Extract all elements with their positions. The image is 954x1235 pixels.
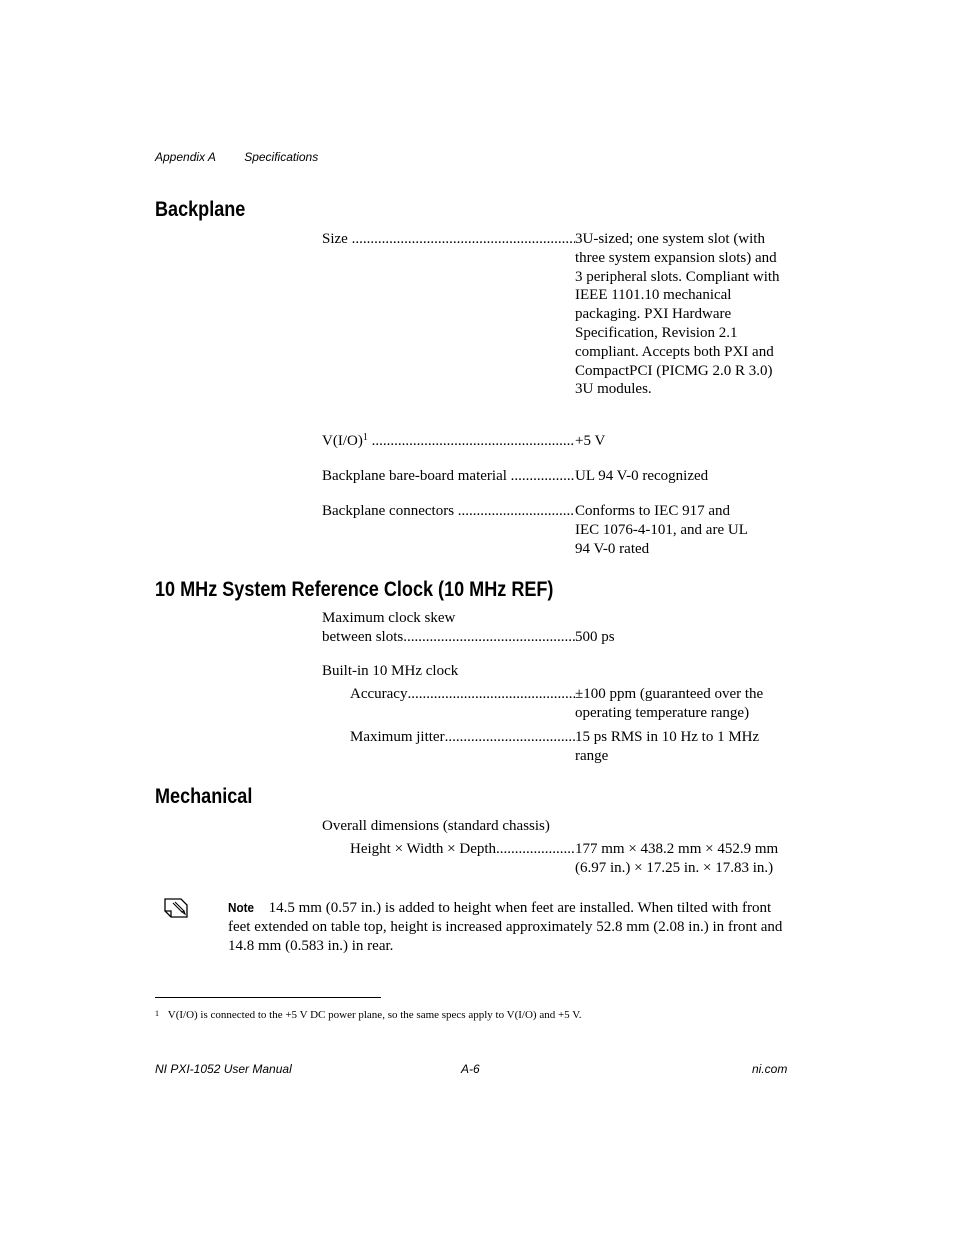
footnote-text: V(I/O) is connected to the +5 V DC power plane, so the same specs apply to V(I/O) and +5 V. — [167, 1009, 582, 1021]
spec-label: Accuracy — [350, 686, 408, 702]
spec-overall — [322, 817, 792, 836]
spec-label: between slots — [322, 628, 404, 645]
spec-value: 500 ps — [575, 628, 615, 645]
section-title-clock: 10 MHz System Reference Clock (10 MHz REF) — [155, 578, 554, 601]
header-section: Specifications — [244, 150, 319, 164]
spec-dims — [322, 840, 820, 878]
spec-label: Backplane connectors — [322, 503, 455, 519]
spec-vio — [322, 432, 792, 451]
spec-material — [322, 467, 792, 486]
spec-builtin-clock — [322, 662, 792, 681]
section-title-mechanical: Mechanical — [155, 785, 253, 808]
note-block — [228, 899, 788, 955]
spec-value: ±100 ppm (guaranteed over the operating temperature range) — [575, 686, 764, 721]
footnote — [155, 1009, 581, 1021]
spec-connectors — [322, 502, 792, 558]
spec-label: Maximum jitter — [350, 729, 445, 745]
spec-value: 177 mm × 438.2 mm × 452.9 mm (6.97 in.) × 17.25 in. × 17.83 in.) — [575, 841, 779, 876]
note-label: Note — [228, 900, 255, 915]
footnote-ref[interactable]: 1 — [362, 432, 368, 443]
spec-jitter — [322, 728, 820, 766]
spec-value: +5 V — [575, 433, 606, 449]
spec-label: Built-in 10 MHz clock — [322, 663, 459, 679]
spec-label: V(I/O) — [322, 433, 363, 449]
spec-value: 15 ps RMS in 10 Hz to 1 MHz range — [575, 729, 760, 764]
note-icon — [162, 895, 190, 923]
spec-label: Backplane bare-board material — [322, 468, 507, 484]
footnote-divider — [155, 997, 381, 998]
note-text: 14.5 mm (0.57 in.) is added to height when feet are installed. When tilted with front feet extended on table top, height is increased approximately 52.8 mm (2.08 in.) in front and 14.8 mm (0.583 in.) in rear. — [228, 900, 783, 954]
section-title-backplane: Backplane — [155, 198, 246, 221]
spec-label: Maximum clock skew — [322, 610, 456, 626]
spec-size — [322, 230, 792, 399]
spec-label: Height × Width × Depth — [350, 841, 497, 857]
footer-manual: NI PXI-1052 User Manual — [155, 1062, 292, 1076]
running-header — [155, 150, 318, 164]
spec-label: Size — [322, 231, 348, 247]
spec-value: Conforms to IEC 917 and IEC 1076-4-101, and are UL 94 V-0 rated — [575, 503, 748, 557]
spec-skew — [322, 609, 792, 647]
footer-page-number: A-6 — [461, 1062, 480, 1076]
spec-value: 3U-sized; one system slot (with three system expansion slots) and 3 peripheral slots. Compliant with IEEE 1101.10 mechanical packaging. PXI Hardware Specification, Revision 2.1 compliant. Accepts both PXI and CompactPCI (PICMG 2.0 R 3.0) 3U modules. — [575, 231, 780, 398]
header-appendix: Appendix A — [155, 150, 216, 164]
spec-value: UL 94 V-0 recognized — [575, 468, 709, 484]
footnote-number: 1 — [155, 1009, 159, 1018]
footer-site-link[interactable]: ni.com — [752, 1062, 788, 1076]
spec-accuracy — [322, 685, 820, 723]
spec-label: Overall dimensions (standard chassis) — [322, 818, 550, 834]
